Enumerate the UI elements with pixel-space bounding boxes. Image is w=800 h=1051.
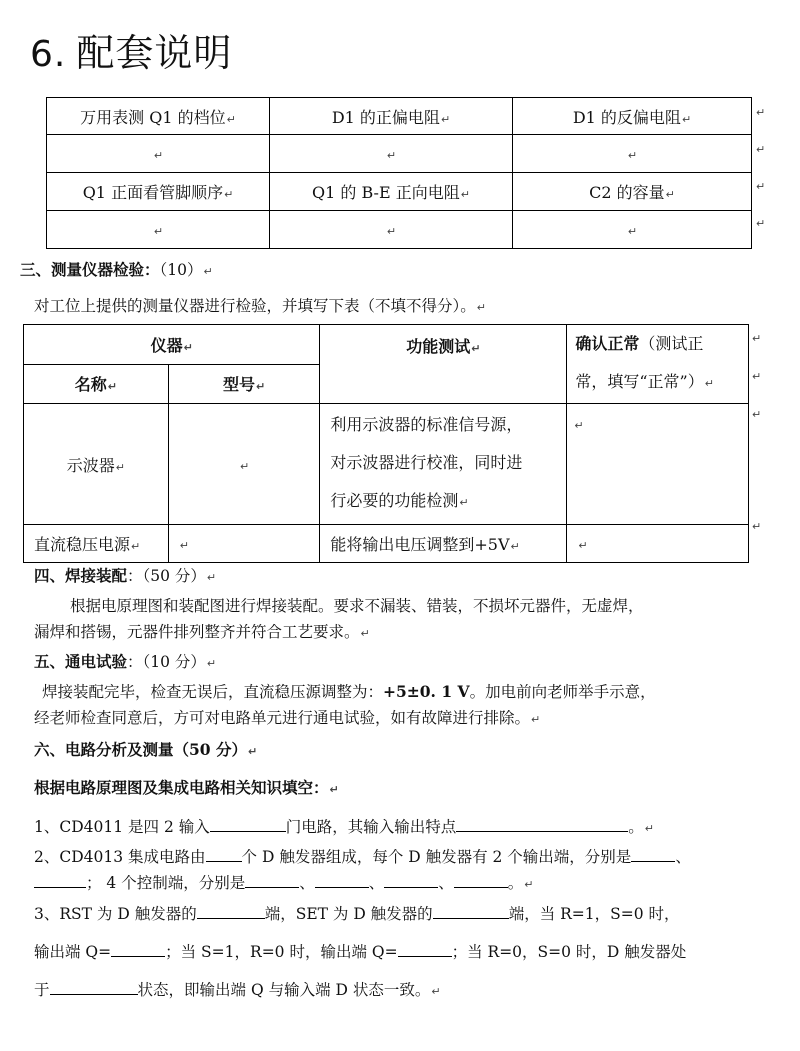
- header-function: 功能测试↵: [320, 325, 567, 404]
- row-end-mark: ↵: [752, 408, 762, 421]
- table-cell: 万用表测 Q1 的档位↵: [47, 98, 270, 135]
- table-row: [24, 525, 749, 563]
- table-cell: C2 的容量↵: [513, 173, 752, 211]
- section4-heading: 四、焊接装配：（50 分）↵: [34, 566, 217, 585]
- question-3-line2: 输出端 Q= ；当 S=1，R=0 时，输出端 Q= ；当 R=0，S=0 时，D 触发器处: [34, 943, 687, 961]
- answer-cell[interactable]: ↵: [513, 135, 752, 173]
- blank-field[interactable]: [197, 904, 265, 919]
- row-end-mark: ↵: [756, 106, 766, 119]
- section5-line1: 焊接装配完毕，检查无误后，直流稳压源调整为：+5±0. 1 V。加电前向老师举手示意，: [42, 682, 656, 701]
- section3-heading: 三、测量仪器检验：（10）↵: [20, 260, 213, 279]
- row-end-mark: ↵: [756, 217, 766, 230]
- table-cell: D1 的反偏电阻↵: [513, 98, 752, 135]
- question-3-line1: 3、RST 为 D 触发器的 端，SET 为 D 触发器的 端，当 R=1，S=0 时，: [34, 905, 680, 923]
- row-end-mark: ↵: [756, 180, 766, 193]
- cell-name: 示波器↵: [24, 404, 169, 525]
- blank-field[interactable]: [384, 873, 438, 888]
- row-end-mark: ↵: [752, 520, 762, 533]
- table-row: [47, 173, 752, 211]
- section5-line2: 经老师检查同意后，方可对电路单元进行通电试验，如有故障进行排除。↵: [34, 709, 541, 727]
- header-name: 名称↵: [24, 364, 169, 404]
- cell-function: 能将输出电压调整到+5V↵: [320, 525, 567, 563]
- question-1: 1、CD4011 是四 2 输入 门电路，其输入输出特点 。↵: [34, 818, 654, 836]
- table-cell: D1 的正偏电阻↵: [270, 98, 513, 135]
- blank-field[interactable]: [631, 847, 675, 862]
- table-row: [24, 404, 749, 525]
- blank-field[interactable]: [50, 980, 138, 995]
- cell-name: 直流稳压电源↵: [24, 525, 169, 563]
- section6-subheading: 根据电路原理图及集成电路相关知识填空：↵: [34, 778, 339, 797]
- answer-cell[interactable]: ↵: [47, 211, 270, 249]
- blank-field[interactable]: [210, 817, 286, 832]
- cell-confirm[interactable]: ↵: [567, 404, 749, 525]
- answer-cell[interactable]: ↵: [270, 211, 513, 249]
- answer-cell[interactable]: ↵: [513, 211, 752, 249]
- cell-model[interactable]: ↵: [168, 525, 320, 563]
- blank-field[interactable]: [315, 873, 369, 888]
- title-text: 配套说明: [76, 31, 233, 75]
- question-2-line2: ； 4 个控制端，分别是 、 、 、 。↵: [34, 871, 534, 893]
- instrument-table: [23, 324, 749, 563]
- header-confirm: 确认正常（测试正 常，填写“正常”）↵: [567, 325, 749, 404]
- section5-heading: 五、通电试验：（10 分）↵: [34, 652, 217, 671]
- table-row: [47, 98, 752, 135]
- blank-field[interactable]: [454, 873, 508, 888]
- section3-intro: 对工位上提供的测量仪器进行检验，并填写下表（不填不得分）。↵: [34, 297, 486, 315]
- question-3-line3: 于 状态，即输出端 Q 与输入端 D 状态一致。↵: [34, 981, 441, 999]
- row-end-mark: ↵: [752, 332, 762, 345]
- blank-field[interactable]: [111, 942, 165, 957]
- row-end-mark: ↵: [756, 143, 766, 156]
- blank-field[interactable]: [456, 817, 628, 832]
- table-row: [47, 211, 752, 249]
- answer-cell[interactable]: ↵: [47, 135, 270, 173]
- section4-line2: 漏焊和搭锡，元器件排列整齐并符合工艺要求。↵: [34, 623, 370, 641]
- page-title: [30, 22, 232, 77]
- question-2-line1: 2、CD4013 集成电路由 个 D 触发器组成，每个 D 触发器有 2 个输出端，分别是 、: [34, 848, 691, 866]
- cell-function: 利用示波器的标准信号源， 对示波器进行校准，同时进 行必要的功能检测↵: [320, 404, 567, 525]
- header-model: 型号↵: [168, 364, 320, 404]
- header-instrument: 仪器↵: [24, 325, 320, 365]
- table-cell: Q1 的 B-E 正向电阻↵: [270, 173, 513, 211]
- section4-line1: 根据电原理图和装配图进行焊接装配。要求不漏装、错装，不损坏元器件，无虚焊，: [70, 597, 644, 615]
- blank-field[interactable]: [206, 847, 242, 862]
- blank-field[interactable]: [245, 873, 299, 888]
- table-header-row: [24, 325, 749, 365]
- answer-cell[interactable]: ↵: [270, 135, 513, 173]
- row-end-mark: ↵: [752, 370, 762, 383]
- table-cell: Q1 正面看管脚顺序↵: [47, 173, 270, 211]
- cell-model[interactable]: ↵: [168, 404, 320, 525]
- blank-field[interactable]: [433, 904, 509, 919]
- blank-field[interactable]: [398, 942, 452, 957]
- section6-heading: 六、电路分析及测量（50 分）↵: [34, 740, 258, 759]
- cell-confirm[interactable]: ↵: [567, 525, 749, 563]
- blank-field[interactable]: [34, 873, 86, 888]
- table-row: [47, 135, 752, 173]
- title-number: 6.: [30, 34, 67, 75]
- measurement-table: [46, 97, 752, 249]
